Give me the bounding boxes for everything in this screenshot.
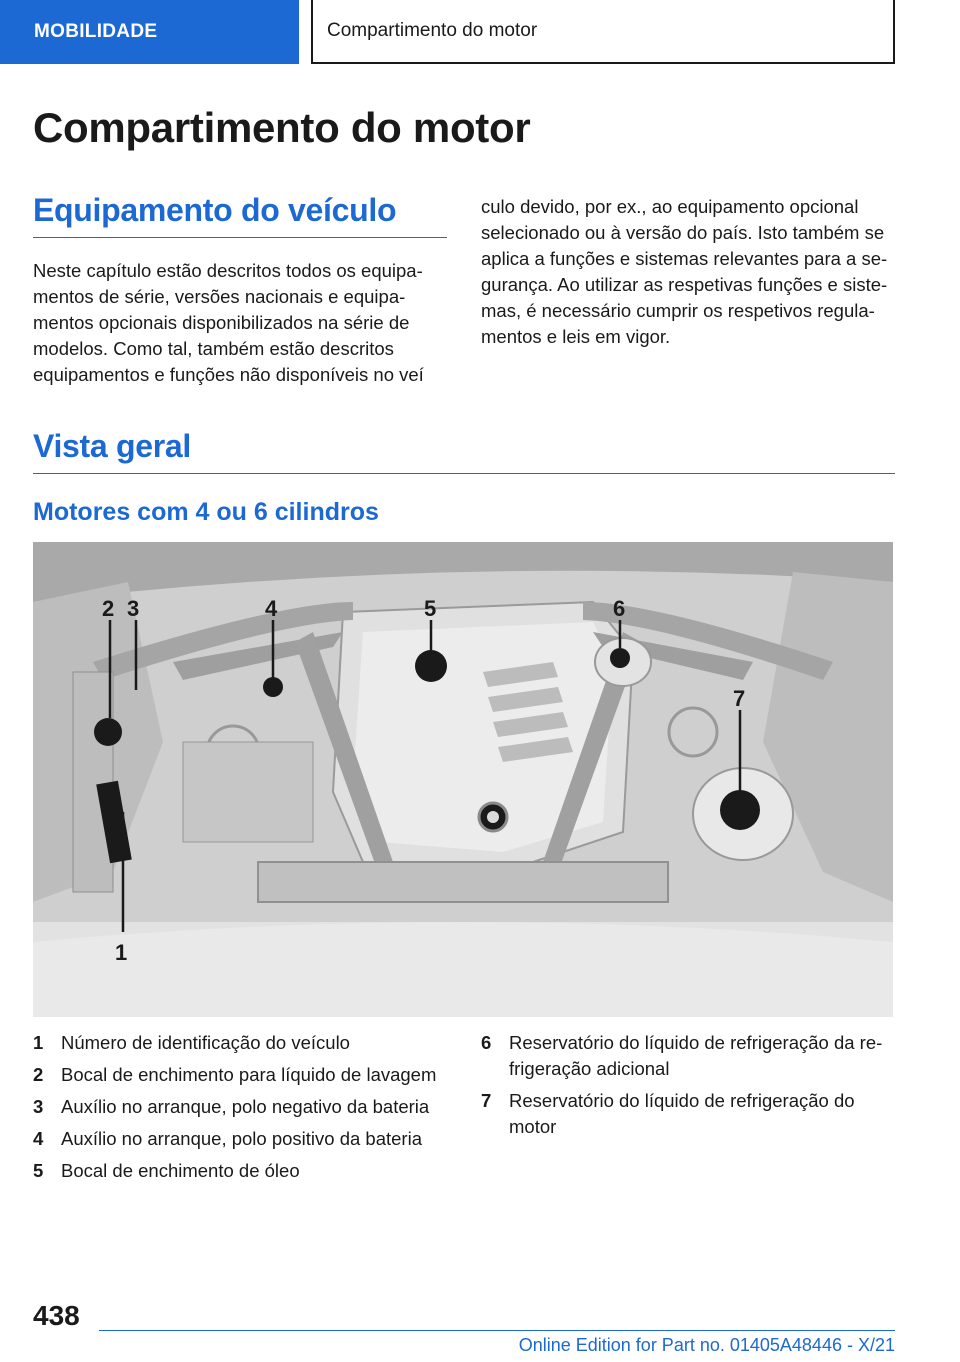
legend-number: 6 xyxy=(481,1032,492,1053)
footer-edition-text: Online Edition for Part no. 01405A48446 - X/21 xyxy=(518,1335,895,1355)
legend-item xyxy=(33,1030,453,1056)
legend-text: Número de identificação do veículo xyxy=(61,1032,350,1053)
legend-item xyxy=(33,1094,453,1120)
engine-compartment-image xyxy=(33,542,893,1017)
engines-subheading: Motores com 4 ou 6 cilindros xyxy=(33,498,379,526)
legend-number: 1 xyxy=(33,1032,44,1053)
legend-text: Auxílio no arranque, polo negativo da bateria xyxy=(61,1096,430,1117)
equipment-paragraph-right: culo devido, por ex., ao equipamento opcional selecionado ou à versão do país. Isto também se aplica a funções e sistemas relevantes para a segurança. Ao utilizar as respetivas funções e sistemas, é necessário cumprir os respetivos regulamentos e leis em vigor. xyxy=(481,196,888,347)
callout-1: 1 xyxy=(115,940,128,965)
legend-text: Reservatório do líquido de refrigeração da refrigeração adicional xyxy=(509,1032,883,1079)
legend-item xyxy=(33,1062,453,1088)
legend-number: 4 xyxy=(33,1128,44,1149)
legend-item xyxy=(33,1158,453,1184)
legend-number: 2 xyxy=(33,1064,44,1085)
legend-number: 5 xyxy=(33,1160,44,1181)
callout-3: 3 xyxy=(127,596,140,621)
legend-text: Auxílio no arranque, polo positivo da bateria xyxy=(61,1128,422,1149)
legend-number: 7 xyxy=(481,1090,492,1111)
legend-text: Bocal de enchimento para líquido de lavagem xyxy=(61,1064,437,1085)
legend-right-list xyxy=(481,1030,901,1146)
legend-text: Reservatório do líquido de refrigeração do motor xyxy=(509,1090,855,1137)
page-title: Compartimento do motor xyxy=(33,104,531,151)
callout-7: 7 xyxy=(733,686,746,711)
legend-item xyxy=(481,1030,901,1082)
callout-5: 5 xyxy=(424,596,437,621)
legend-text: Bocal de enchimento de óleo xyxy=(61,1160,300,1181)
callout-4: 4 xyxy=(265,596,278,621)
equipment-heading: Equipamento do veículo xyxy=(33,192,447,238)
callout-2: 2 xyxy=(102,596,115,621)
legend-left-list xyxy=(33,1030,453,1190)
legend-item xyxy=(481,1088,901,1140)
callout-6: 6 xyxy=(613,596,626,621)
page-number: 438 xyxy=(33,1300,80,1331)
legend-item xyxy=(33,1126,453,1152)
legend-number: 3 xyxy=(33,1096,44,1117)
overview-heading: Vista geral xyxy=(33,428,895,474)
chapter-tab: Compartimento do motor xyxy=(311,0,895,64)
equipment-paragraph-left: Neste capítulo estão descritos todos os equipamentos de série, versões nacionais e equipamentos opcionais disponibilizados na série de modelos. Como tal, também estão descritos equipamentos e funções não disponíveis no veí xyxy=(33,260,424,385)
footer-divider xyxy=(99,1330,895,1331)
section-tab: MOBILIDADE xyxy=(0,0,299,64)
